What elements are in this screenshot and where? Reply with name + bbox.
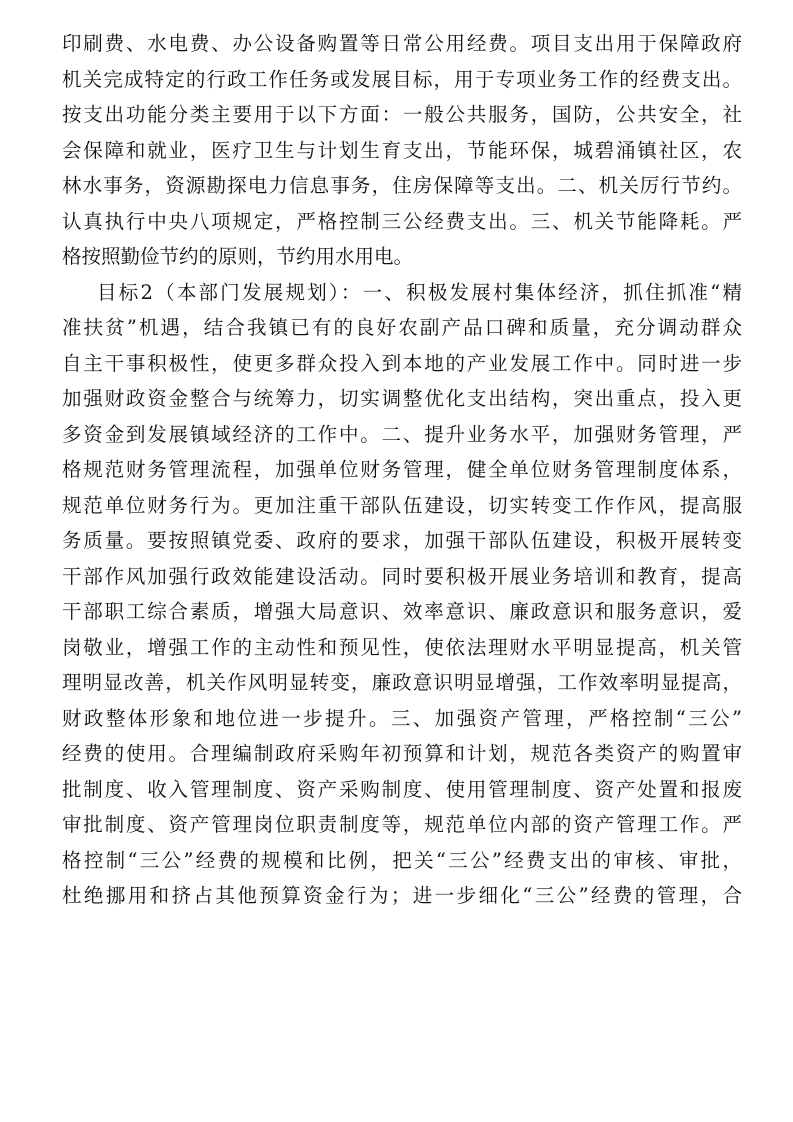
text-line: 机关完成特定的行政工作任务或发展目标，用于专项业务工作的经费支出。 bbox=[62, 67, 742, 91]
text-line: 格规范财务管理流程，加强单位财务管理，健全单位财务管理制度体系， bbox=[62, 458, 742, 481]
text-line: 格控制“三公”经费的规模和比例，把关“三公”经费支出的审核、审批， bbox=[62, 848, 742, 872]
text-line: 规范单位财务行为。更加注重干部队伍建设，切实转变工作作风，提高服 bbox=[62, 493, 742, 517]
document-page bbox=[62, 26, 742, 914]
text-line: 杜绝挪用和挤占其他预算资金行为；进一步细化“三公”经费的管理，合 bbox=[62, 884, 742, 907]
text-line: 按支出功能分类主要用于以下方面：一般公共服务，国防，公共安全，社 bbox=[62, 103, 742, 126]
text-line: 会保障和就业，医疗卫生与计划生育支出，节能环保，城碧涌镇社区，农 bbox=[62, 138, 742, 162]
text-line: 经费的使用。合理编制政府采购年初预算和计划，规范各类资产的购置审 bbox=[62, 742, 742, 765]
text-line: 多资金到发展镇域经济的工作中。二、提升业务水平，加强财务管理，严 bbox=[62, 422, 742, 446]
text-line: 格按照勤俭节约的原则，节约用水用电。 bbox=[62, 245, 414, 268]
paragraph-2 bbox=[62, 275, 742, 914]
text-line: 务质量。要按照镇党委、政府的要求，加强干部队伍建设，积极开展转变 bbox=[62, 529, 742, 552]
text-line: 审批制度、资产管理岗位职责制度等，规范单位内部的资产管理工作。严 bbox=[62, 813, 742, 836]
text-line: 认真执行中央八项规定，严格控制三公经费支出。三、机关节能降耗。严 bbox=[62, 209, 742, 233]
text-line: 理明显改善，机关作风明显转变，廉政意识明显增强，工作效率明显提高， bbox=[62, 671, 742, 694]
text-line: 准扶贫”机遇，结合我镇已有的良好农副产品口碑和质量，充分调动群众 bbox=[62, 316, 742, 339]
text-line: 批制度、收入管理制度、资产采购制度、使用管理制度、资产处置和报废 bbox=[62, 777, 742, 801]
text-line: 岗敬业，增强工作的主动性和预见性，使依法理财水平明显提高，机关管 bbox=[62, 635, 742, 659]
text-line: 财政整体形象和地位进一步提升。三、加强资产管理，严格控制“三公” bbox=[62, 706, 742, 730]
text-line: 加强财政资金整合与统筹力，切实调整优化支出结构，突出重点，投入更 bbox=[62, 387, 742, 410]
text-line: 目标2（本部门发展规划）：一、积极发展村集体经济，抓住抓准“精 bbox=[97, 280, 742, 304]
text-line: 林水事务，资源勘探电力信息事务，住房保障等支出。二、机关厉行节约。 bbox=[62, 174, 742, 197]
text-line: 印刷费、水电费、办公设备购置等日常公用经费。项目支出用于保障政府 bbox=[62, 32, 742, 55]
text-line: 自主干事积极性，使更多群众投入到本地的产业发展工作中。同时进一步 bbox=[62, 351, 742, 375]
text-line: 干部职工综合素质，增强大局意识、效率意识、廉政意识和服务意识，爱 bbox=[62, 600, 742, 623]
paragraph-1 bbox=[62, 26, 742, 275]
text-line: 干部作风加强行政效能建设活动。同时要积极开展业务培训和教育，提高 bbox=[62, 564, 742, 588]
